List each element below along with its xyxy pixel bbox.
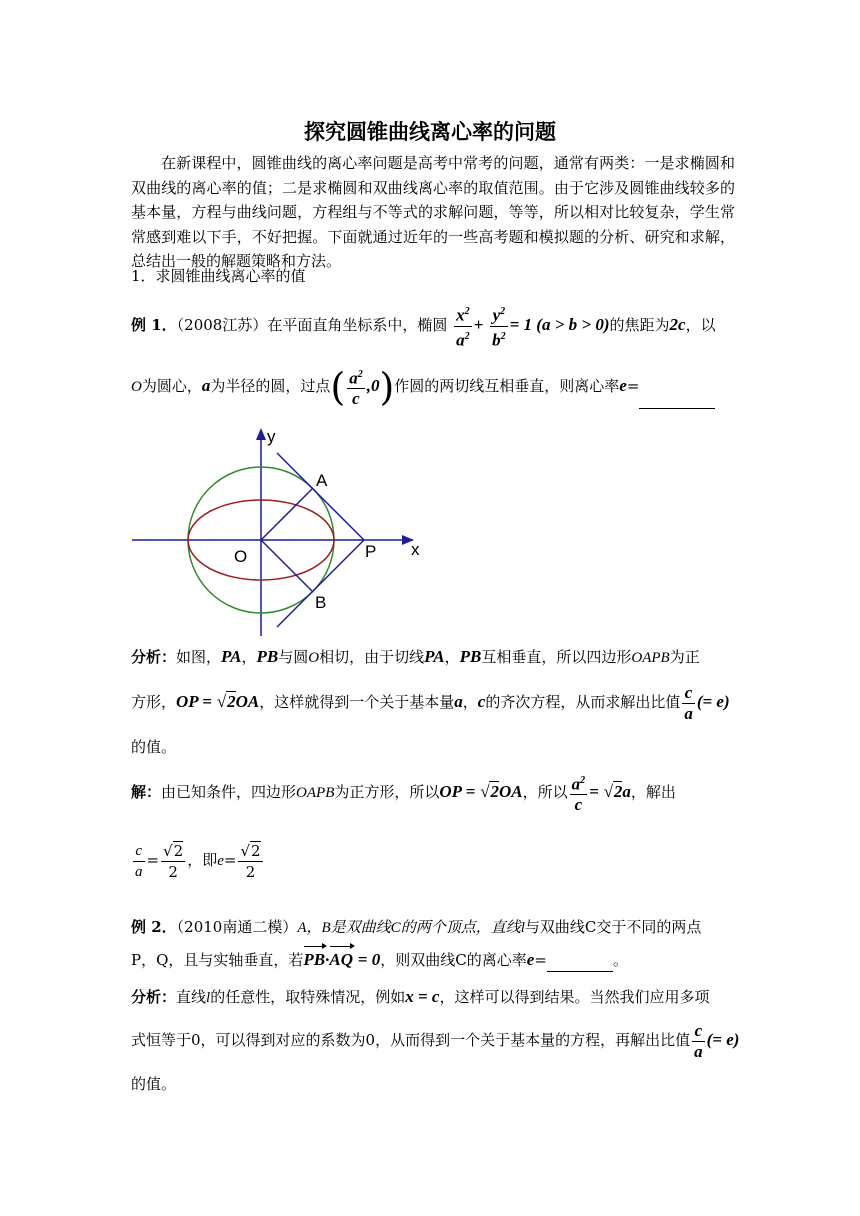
exponent: 2 — [500, 306, 506, 317]
example-1-text: 的焦距为 — [609, 316, 670, 335]
ratio-fraction — [692, 1021, 705, 1062]
analysis-1-line-3: 的值。 — [131, 738, 177, 756]
example-2-line-1 — [131, 915, 701, 940]
var-c: c — [133, 841, 145, 862]
var-a: a — [571, 774, 581, 794]
radius-oa — [261, 488, 313, 540]
var-e: e — [217, 853, 224, 869]
sqrt-2: 2 — [173, 841, 184, 860]
example-1-label: 例 1． — [131, 316, 177, 335]
var-l: l — [520, 920, 525, 936]
var-b: b — [492, 330, 501, 350]
analysis-label: 分析： — [131, 648, 177, 666]
intro-paragraph: 在新课程中，圆锥曲线的离心率问题是高考中常考的问题，通常有两类：一是求椭圆和双曲线的离心率的值；二是求椭圆和双曲线离心率的取值范围。由于它涉及圆锥曲线较多的基本量，方程与曲线问题，方程组与不等式的求解问题，等等，所以相对比较复杂，学生常常感到难以下手，不好把握。下面就通过近年的一些高考题和模拟题的分析、研究和求解，总结出一般的解题策略和方法。 — [131, 154, 735, 270]
var-x: x — [456, 305, 465, 325]
sqrt-2: 2 — [613, 782, 623, 801]
example-1-source: （2008江苏） — [176, 316, 268, 335]
eq-op: OP = — [439, 782, 476, 801]
label-y: y — [267, 427, 276, 446]
analysis-text: 为正 — [669, 648, 700, 666]
analysis-2-line-1 — [131, 985, 709, 1010]
analysis-text: 式恒等于0，可以得到对应的系数为0，从而得到一个关于基本量的方程，再解出比值 — [131, 1031, 691, 1049]
label-a: A — [316, 471, 328, 490]
example-2-text: ，则双曲线C的离心率 — [380, 951, 527, 969]
var-a: a — [201, 376, 211, 395]
vector-pb: PB — [303, 948, 325, 972]
separator: ， — [462, 693, 478, 711]
analysis-1-line-2: 方形，OP = √2OA，这样就得到一个关于基本量a，c的齐次方程，从而求解出比值 $\frac{c}{a}$ (= e) — [131, 682, 730, 723]
analysis-text: 方形， — [131, 693, 177, 711]
left-paren: ( — [330, 365, 346, 409]
var-a: a — [694, 1041, 703, 1061]
solution-text: 由已知条件，四边形 — [161, 783, 297, 801]
analysis-2-line-2 — [131, 1018, 739, 1062]
section-heading: 1．求圆锥曲线离心率的值 — [131, 267, 306, 285]
analysis-text: 如图， — [176, 648, 222, 666]
var-c: c — [692, 1021, 705, 1042]
var-c: c — [477, 692, 486, 711]
var-l: l — [206, 990, 211, 1006]
c-over-a — [133, 841, 145, 882]
var-o: O — [131, 379, 142, 395]
sqrt-2: 2 — [490, 782, 499, 801]
exponent: 2 — [464, 306, 470, 317]
var-c: c — [352, 389, 360, 409]
ellipse-x-term — [454, 302, 472, 350]
eq-op: OP = — [176, 692, 212, 711]
var-oa: OA — [498, 782, 523, 801]
analysis-text: 相切，由于切线 — [319, 648, 425, 666]
example-2-text: 与双曲线C交于不同的两点 — [524, 918, 702, 936]
focal-length: 2c — [669, 315, 686, 335]
example-1-text: ，以 — [685, 316, 716, 335]
root2-over-2: $\frac{√2}{2}$ — [240, 841, 261, 881]
label-o: O — [234, 547, 248, 566]
plus-sign: + — [473, 315, 484, 335]
separator: ， — [241, 648, 257, 666]
analysis-text: 的任意性，取特殊情况，例如 — [210, 988, 406, 1006]
example-2-source: （2010南通二模） — [176, 918, 298, 936]
equals-sign: = — [589, 782, 599, 801]
var-pa: PA — [424, 647, 445, 666]
example-1-text: 作圆的两切线互相垂直，则离心率 — [394, 377, 620, 395]
figure-ellipse-circle — [128, 420, 428, 640]
tangent-line-a — [277, 453, 364, 540]
var-a: a — [349, 368, 358, 388]
eq-x-c: x = c — [405, 987, 440, 1006]
label-x: x — [411, 540, 420, 559]
example-2-line-2 — [131, 948, 628, 972]
radius-ob — [261, 540, 313, 592]
solution-label: 解： — [131, 783, 162, 801]
equals-sign: = — [223, 851, 237, 869]
label-p: P — [365, 542, 377, 561]
var-pb: PB — [459, 647, 482, 666]
y-axis-arrow — [256, 428, 266, 440]
vector-aq: AQ — [329, 948, 353, 972]
label-b: B — [315, 593, 327, 612]
example-2-text: P，Q，且与实轴垂直，若 — [131, 951, 304, 969]
var-pa: PA — [221, 647, 242, 666]
period: 。 — [612, 951, 628, 969]
example-1-text: 在平面直角坐标系中，椭圆 — [267, 316, 448, 335]
var-o: O — [308, 650, 320, 666]
solution-text: ，解出 — [630, 783, 676, 801]
solution-text: ，即 — [187, 851, 218, 869]
sqrt-2: 2 — [251, 841, 261, 860]
ratio-fraction — [682, 683, 695, 724]
analysis-2-line-3: 的值。 — [131, 1075, 177, 1093]
solution-1-line-1: 解：由已知条件，四边形OAPB为正方形，所以OP = √2OA，所以 $\frac{a^2}{c}$ = √2a，解出 — [131, 770, 676, 815]
eq-e: (= e) — [696, 692, 730, 711]
point-x-fraction — [347, 365, 365, 410]
eq-zero: = 0 — [357, 950, 381, 969]
example-2-label: 例 2． — [131, 918, 177, 936]
analysis-text: 与圆 — [278, 648, 309, 666]
ellipse-y-term — [490, 302, 508, 350]
right-paren: ) — [379, 365, 395, 409]
var-oapb: OAPB — [631, 650, 670, 666]
separator: ， — [444, 648, 460, 666]
a2-over-c — [570, 771, 588, 816]
exponent: 2 — [580, 774, 586, 786]
solution-text: 为正方形，所以 — [334, 783, 440, 801]
root2-over-2: $\frac{√2}{2}$ — [163, 841, 184, 881]
answer-blank[interactable] — [639, 390, 715, 409]
answer-blank[interactable] — [547, 953, 613, 972]
analysis-text: 的齐次方程，从而求解出比值 — [485, 693, 681, 711]
equals-sign: = — [626, 377, 640, 395]
example-1-line-2 — [131, 364, 715, 409]
var-a: a — [456, 330, 465, 350]
ellipse-rhs: = 1 (a > b > 0) — [509, 315, 610, 335]
equals-sign: = — [146, 851, 160, 869]
analysis-text: 互相垂直，所以四边形 — [481, 648, 632, 666]
analysis-label: 分析： — [131, 988, 177, 1006]
example-2-text: A，B是双曲线C的两个顶点，直线 — [297, 920, 521, 936]
var-a: a — [622, 782, 631, 801]
tangent-line-b — [277, 540, 364, 627]
var-e: e — [619, 376, 627, 395]
example-1-text: 为圆心， — [141, 377, 202, 395]
var-c: c — [682, 683, 695, 704]
dot-product: · — [325, 950, 330, 969]
analysis-1-line-1 — [131, 645, 700, 670]
equals-sign: = — [534, 951, 547, 969]
example-1-text: 为半径的圆，过点 — [210, 377, 331, 395]
var-y: y — [492, 305, 501, 325]
var-oa: OA — [235, 692, 260, 711]
exponent: 2 — [500, 330, 506, 342]
sqrt-2: 2 — [227, 692, 236, 711]
solution-1-line-2 — [131, 836, 265, 885]
var-c: c — [574, 795, 583, 815]
exponent: 2 — [357, 368, 363, 380]
exponent: 2 — [464, 330, 470, 342]
analysis-text: ，这样可以得到结果。当然我们应用多项 — [439, 988, 710, 1006]
var-e: e — [526, 950, 535, 969]
solution-text: ，所以 — [522, 783, 568, 801]
analysis-text: 直线 — [176, 988, 207, 1006]
var-a: a — [684, 703, 693, 723]
eq-e: (= e) — [706, 1030, 740, 1049]
point-y: ,0 — [366, 376, 380, 395]
page-title: 探究圆锥曲线离心率的问题 — [304, 120, 556, 144]
var-pb: PB — [256, 647, 279, 666]
example-1-line-1 — [131, 302, 716, 350]
var-oapb: OAPB — [296, 785, 335, 801]
analysis-text: ，这样就得到一个关于基本量 — [259, 693, 455, 711]
var-a: a — [454, 692, 463, 711]
var-a: a — [135, 863, 143, 880]
denominator-2: 2 — [168, 862, 178, 881]
denominator-2: 2 — [245, 862, 256, 881]
